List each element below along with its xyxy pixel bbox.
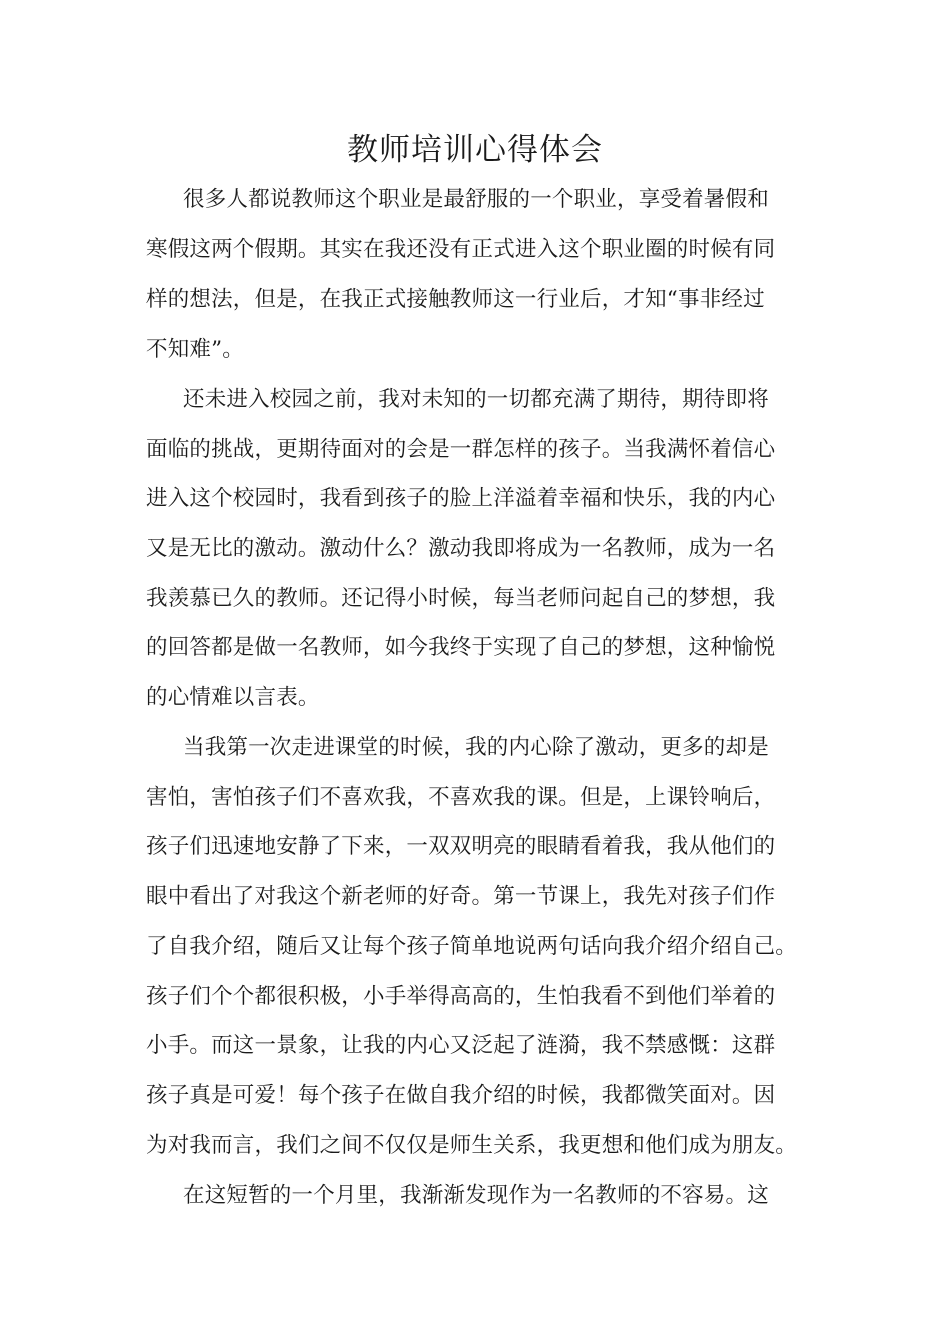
paragraph-line: 的回答都是做一名教师，如今我终于实现了自己的梦想，这种愉悦 [146, 635, 776, 660]
paragraph-line: 很多人都说教师这个职业是最舒服的一个职业，享受着暑假和 [183, 187, 769, 212]
paragraph-line: 为对我而言，我们之间不仅仅是师生关系，我更想和他们成为朋友。 [146, 1133, 798, 1158]
paragraph-line: 不知难”。 [146, 337, 244, 362]
paragraph-line: 又是无比的激动。激动什么？激动我即将成为一名教师，成为一名 [146, 536, 776, 561]
paragraph-line: 的心情难以言表。 [146, 685, 320, 710]
paragraph-line: 孩子真是可爱！每个孩子在做自我介绍的时候，我都微笑面对。因 [146, 1083, 776, 1108]
paragraph-line: 了自我介绍，随后又让每个孩子简单地说两句话向我介绍介绍自己。 [146, 934, 798, 959]
paragraph-line: 当我第一次走进课堂的时候，我的内心除了激动，更多的却是 [183, 735, 769, 760]
paragraph-line: 寒假这两个假期。其实在我还没有正式进入这个职业圈的时候有同 [146, 237, 776, 262]
paragraph-line: 样的想法，但是，在我正式接触教师这一行业后，才知“事非经过 [146, 287, 765, 312]
paragraph-line: 我羡慕已久的教师。还记得小时候，每当老师问起自己的梦想，我 [146, 586, 776, 611]
paragraph-line: 还未进入校园之前，我对未知的一切都充满了期待，期待即将 [183, 387, 769, 412]
paragraph-line: 孩子们个个都很积极，小手举得高高的，生怕我看不到他们举着的 [146, 984, 776, 1009]
paragraph-line: 在这短暂的一个月里，我渐渐发现作为一名教师的不容易。这 [183, 1183, 769, 1208]
paragraph-line: 孩子们迅速地安静了下来，一双双明亮的眼睛看着我，我从他们的 [146, 834, 776, 859]
paragraph-line: 害怕，害怕孩子们不喜欢我，不喜欢我的课。但是，上课铃响后， [146, 785, 776, 810]
paragraph-line: 小手。而这一景象，让我的内心又泛起了涟漪，我不禁感慨：这群 [146, 1033, 776, 1058]
paragraph-line: 面临的挑战，更期待面对的会是一群怎样的孩子。当我满怀着信心 [146, 437, 776, 462]
paragraph-line: 眼中看出了对我这个新老师的好奇。第一节课上，我先对孩子们作 [146, 884, 776, 909]
paragraph-line: 进入这个校园时，我看到孩子的脸上洋溢着幸福和快乐，我的内心 [146, 486, 776, 511]
document-title: 教师培训心得体会 [347, 132, 603, 168]
